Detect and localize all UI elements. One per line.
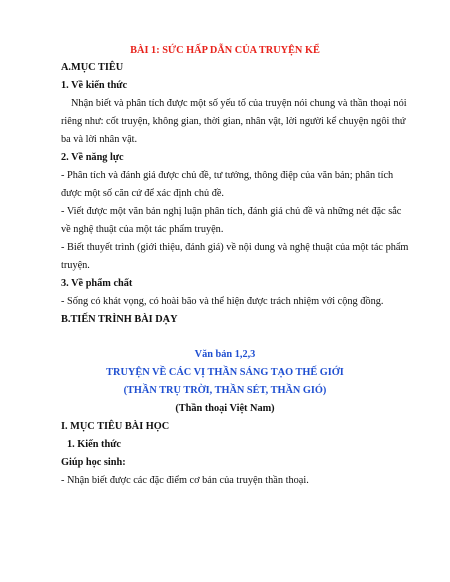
text-number: Văn bản 1,2,3 — [194, 349, 256, 360]
knowledge-line-2: riêng như: cốt truyện, không gian, thời gian, nhân vật, lời người kể chuyện ngôi thứ — [61, 116, 406, 127]
ability-item-2-line-2: về nghệ thuật của một tác phẩm truyện. — [61, 224, 224, 235]
section-i-heading: I. MỤC TIÊU BÀI HỌC — [61, 421, 170, 432]
quality-item-1: - Sống có khát vọng, có hoài bão và thể hiện được trách nhiệm với cộng đồng. — [61, 296, 384, 307]
section-b-heading: B.TIẾN TRÌNH BÀI DẠY — [61, 314, 178, 325]
ability-item-1-line-2: được một số căn cứ để xác định chủ đề. — [61, 188, 225, 199]
knowledge-line-3: ba và lời nhân vật. — [61, 134, 138, 145]
ability-item-1-line-1: - Phân tích và đánh giá được chủ đề, tư tưởng, thông điệp của văn bản; phân tích — [61, 170, 394, 181]
quality-heading: 3. Về phẩm chất — [61, 278, 133, 289]
ability-item-2-line-1: - Viết được một văn bản nghị luận phân tích, đánh giá chủ đề và những nét đặc sắc — [61, 206, 402, 217]
ability-item-3-line-1: - Biết thuyết trình (giới thiệu, đánh giá) về nội dung và nghệ thuật của một tác phẩm — [61, 242, 409, 253]
students-item-1: - Nhận biết được các đặc điểm cơ bản của truyện thần thoại. — [61, 475, 309, 486]
ability-heading: 2. Về năng lực — [61, 152, 124, 163]
knowledge-line-1: Nhận biết và phân tích được một số yếu tố của truyện nói chung và thần thoại nói — [71, 98, 407, 109]
knowledge-heading: 1. Về kiến thức — [61, 80, 128, 91]
story-subtitle: (THẦN TRỤ TRỜI, THẦN SÉT, THẦN GIÓ) — [123, 385, 327, 396]
students-help-label: Giúp học sinh: — [61, 457, 126, 468]
section-a-heading: A.MỤC TIÊU — [61, 62, 124, 73]
i-knowledge-heading: 1. Kiến thức — [67, 439, 121, 450]
story-genre: (Thần thoại Việt Nam) — [175, 403, 275, 414]
story-title: TRUYỆN VỀ CÁC VỊ THẦN SÁNG TẠO THẾ GIỚI — [106, 367, 344, 378]
lesson-title: BÀI 1: SỨC HẤP DẪN CỦA TRUYỆN KỂ — [130, 45, 320, 56]
ability-item-3-line-2: truyện. — [61, 260, 90, 271]
